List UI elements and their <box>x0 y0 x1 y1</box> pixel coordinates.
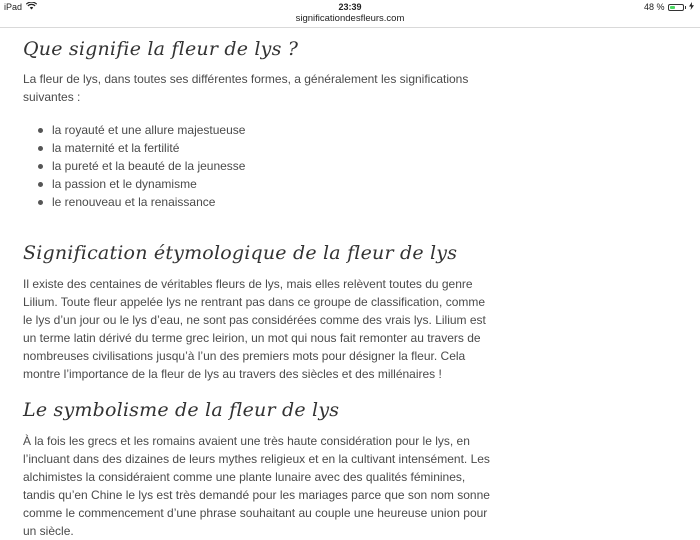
device-label: iPad <box>4 2 23 12</box>
section-intro: La fleur de lys, dans toutes ses différentes formes, a généralement les significations suivantes : <box>23 72 469 104</box>
url-text[interactable]: significationdesfleurs.com <box>295 13 405 24</box>
symbolism-paragraph: À la fois les grecs et les romains avaient une très haute considération pour le lys, en l’incluant dans des dizaines de leurs mythes religieux et en la cultivant intensément. Les alchimistes la considéraient comme une plante lunaire avec des qualités féminines, tandis qu’en Chine le lys est très demandé pour les mariages parce que son nom sonne comme le commencement d’une phrase souhaitant au couple une heureuse union pour un siècle. <box>23 434 490 538</box>
list-item: la maternité et la fertilité <box>23 139 245 157</box>
battery-fill <box>670 6 676 9</box>
status-bar <box>0 0 700 14</box>
battery-icon <box>668 4 684 11</box>
battery-nub <box>685 6 687 9</box>
etymology-paragraph: Il existe des centaines de véritables fleurs de lys, mais elles relèvent toutes du genre Lilium. Toute fleur appelée lys ne rentrant pas dans ce groupe de classification, comme le lys d’un jour ou le lys d’eau, ne sont pas considérées comme des vrais lys. Lilium est un terme latin dérivé du terme grec leirion, un mot qui nous fait remonter au travers de nombreuses civilisations jusqu’à l’un des premiers mots pour désigner la fleur. Cela montre l’importance de la fleur de lys au travers des siècles et des millénaires ! <box>23 277 486 381</box>
section-heading-etymology: Signification étymologique de la fleur de lys <box>23 242 458 264</box>
battery-percent: 48 % <box>643 2 665 12</box>
clock: 23:39 <box>338 2 362 12</box>
status-right <box>644 2 694 12</box>
charging-icon <box>689 2 694 12</box>
address-bar[interactable] <box>0 13 700 27</box>
section-heading-meaning: Que signifie la fleur de lys ? <box>23 38 299 60</box>
meanings-list <box>23 121 245 211</box>
toolbar-divider <box>0 27 700 28</box>
list-item: le renouveau et la renaissance <box>23 193 245 211</box>
list-item: la passion et le dynamisme <box>23 175 245 193</box>
list-item: la pureté et la beauté de la jeunesse <box>23 157 245 175</box>
list-item: la royauté et une allure majestueuse <box>23 121 245 139</box>
section-heading-symbolism: Le symbolisme de la fleur de lys <box>23 399 340 421</box>
